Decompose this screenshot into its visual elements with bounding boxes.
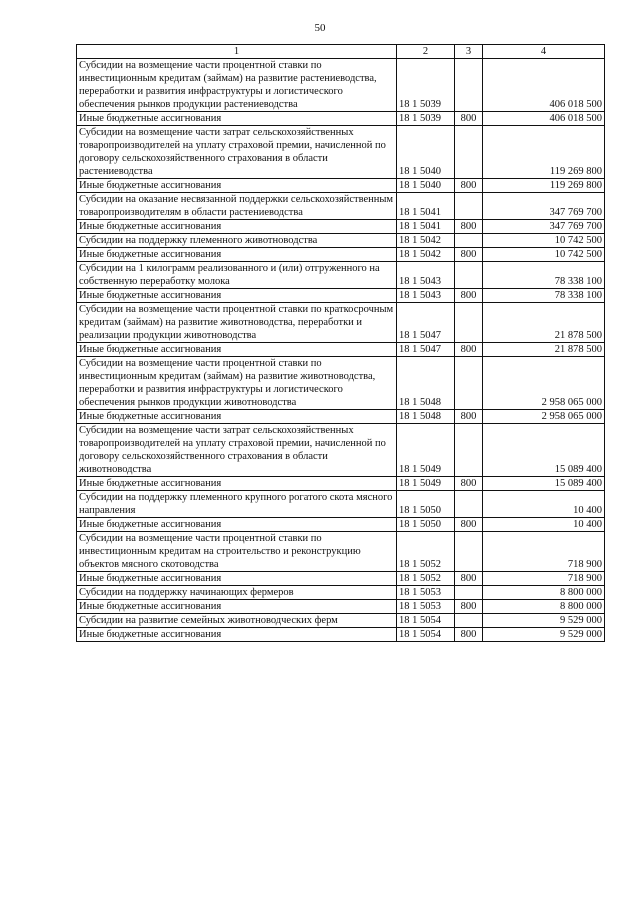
cell-code: 18 1 5053 xyxy=(397,586,455,600)
cell-name: Иные бюджетные ассигнования xyxy=(77,343,397,357)
cell-type: 800 xyxy=(455,572,483,586)
cell-code: 18 1 5049 xyxy=(397,424,455,477)
header-row xyxy=(77,45,605,59)
cell-amount: 119 269 800 xyxy=(483,179,605,193)
cell-name: Иные бюджетные ассигнования xyxy=(77,289,397,303)
cell-type: 800 xyxy=(455,112,483,126)
table-row xyxy=(77,59,605,112)
cell-amount: 10 742 500 xyxy=(483,234,605,248)
table-row xyxy=(77,303,605,343)
cell-code: 18 1 5043 xyxy=(397,289,455,303)
table-row xyxy=(77,343,605,357)
cell-type xyxy=(455,586,483,600)
cell-type xyxy=(455,262,483,289)
cell-code: 18 1 5039 xyxy=(397,59,455,112)
header-col-2: 2 xyxy=(397,45,455,59)
cell-amount: 406 018 500 xyxy=(483,112,605,126)
cell-type: 800 xyxy=(455,477,483,491)
table-row xyxy=(77,262,605,289)
header-col-4: 4 xyxy=(483,45,605,59)
cell-code: 18 1 5050 xyxy=(397,491,455,518)
cell-name: Субсидии на оказание несвязанной поддержки сельскохозяйственным товаропроизводителям в области растениеводства xyxy=(77,193,397,220)
cell-code: 18 1 5040 xyxy=(397,126,455,179)
cell-amount: 78 338 100 xyxy=(483,262,605,289)
cell-code: 18 1 5039 xyxy=(397,112,455,126)
cell-name: Субсидии на возмещение части процентной ставки по инвестиционным кредитам на строительство и реконструкцию объектов мясного скотоводства xyxy=(77,532,397,572)
table-row xyxy=(77,518,605,532)
cell-amount: 78 338 100 xyxy=(483,289,605,303)
cell-type: 800 xyxy=(455,179,483,193)
cell-name: Субсидии на поддержку племенного крупного рогатого скота мясного направления xyxy=(77,491,397,518)
table-row xyxy=(77,424,605,477)
cell-name: Субсидии на 1 килограмм реализованного и (или) отгруженного на собственную переработку молока xyxy=(77,262,397,289)
cell-type xyxy=(455,614,483,628)
table-row xyxy=(77,248,605,262)
cell-amount: 10 742 500 xyxy=(483,248,605,262)
cell-amount: 347 769 700 xyxy=(483,220,605,234)
cell-type xyxy=(455,532,483,572)
cell-amount: 9 529 000 xyxy=(483,628,605,642)
table-row xyxy=(77,586,605,600)
cell-type: 800 xyxy=(455,600,483,614)
cell-type: 800 xyxy=(455,220,483,234)
header-col-1: 1 xyxy=(77,45,397,59)
table-row xyxy=(77,410,605,424)
cell-type: 800 xyxy=(455,289,483,303)
header-col-3: 3 xyxy=(455,45,483,59)
cell-code: 18 1 5049 xyxy=(397,477,455,491)
cell-type xyxy=(455,59,483,112)
cell-name: Иные бюджетные ассигнования xyxy=(77,220,397,234)
cell-amount: 718 900 xyxy=(483,532,605,572)
cell-name: Субсидии на возмещение части затрат сельскохозяйственных товаропроизводителей на уплату страховой премии, начисленной по договору сельскохозяйственного страхования в области животноводства xyxy=(77,424,397,477)
cell-code: 18 1 5054 xyxy=(397,628,455,642)
table-row xyxy=(77,179,605,193)
cell-amount: 10 400 xyxy=(483,491,605,518)
cell-amount: 9 529 000 xyxy=(483,614,605,628)
table-row xyxy=(77,193,605,220)
cell-name: Иные бюджетные ассигнования xyxy=(77,179,397,193)
table-row xyxy=(77,572,605,586)
cell-type xyxy=(455,234,483,248)
cell-code: 18 1 5048 xyxy=(397,357,455,410)
cell-name: Субсидии на поддержку племенного животноводства xyxy=(77,234,397,248)
cell-name: Субсидии на возмещение части процентной ставки по инвестиционным кредитам (займам) на развитие животноводства, переработки и развития инфраструктуры и логистического обеспечения рынков продукции животноводства xyxy=(77,357,397,410)
table-row xyxy=(77,112,605,126)
cell-amount: 8 800 000 xyxy=(483,586,605,600)
cell-amount: 406 018 500 xyxy=(483,59,605,112)
cell-amount: 2 958 065 000 xyxy=(483,357,605,410)
cell-type xyxy=(455,126,483,179)
cell-type xyxy=(455,357,483,410)
cell-type xyxy=(455,424,483,477)
cell-amount: 15 089 400 xyxy=(483,477,605,491)
table-row xyxy=(77,289,605,303)
table-row xyxy=(77,220,605,234)
cell-name: Иные бюджетные ассигнования xyxy=(77,572,397,586)
cell-name: Иные бюджетные ассигнования xyxy=(77,600,397,614)
cell-type: 800 xyxy=(455,628,483,642)
cell-code: 18 1 5041 xyxy=(397,193,455,220)
cell-amount: 21 878 500 xyxy=(483,303,605,343)
cell-type xyxy=(455,491,483,518)
cell-code: 18 1 5047 xyxy=(397,343,455,357)
cell-code: 18 1 5050 xyxy=(397,518,455,532)
cell-name: Иные бюджетные ассигнования xyxy=(77,518,397,532)
cell-amount: 10 400 xyxy=(483,518,605,532)
cell-code: 18 1 5047 xyxy=(397,303,455,343)
cell-name: Субсидии на поддержку начинающих фермеров xyxy=(77,586,397,600)
cell-name: Субсидии на развитие семейных животноводческих ферм xyxy=(77,614,397,628)
cell-name: Субсидии на возмещение части процентной ставки по инвестиционным кредитам (займам) на развитие растениеводства, переработки и развития инфраструктуры и логистического обеспечения рынков продукции растениеводства xyxy=(77,59,397,112)
table-row xyxy=(77,614,605,628)
cell-amount: 119 269 800 xyxy=(483,126,605,179)
cell-amount: 718 900 xyxy=(483,572,605,586)
cell-code: 18 1 5048 xyxy=(397,410,455,424)
table-row xyxy=(77,628,605,642)
cell-code: 18 1 5042 xyxy=(397,248,455,262)
table-row xyxy=(77,600,605,614)
cell-type: 800 xyxy=(455,343,483,357)
cell-code: 18 1 5043 xyxy=(397,262,455,289)
cell-type: 800 xyxy=(455,248,483,262)
budget-table xyxy=(76,44,605,642)
cell-code: 18 1 5052 xyxy=(397,572,455,586)
cell-name: Иные бюджетные ассигнования xyxy=(77,477,397,491)
cell-name: Иные бюджетные ассигнования xyxy=(77,248,397,262)
cell-name: Субсидии на возмещение части процентной ставки по краткосрочным кредитам (займам) на развитие животноводства, переработки и реализации продукции животноводства xyxy=(77,303,397,343)
cell-amount: 15 089 400 xyxy=(483,424,605,477)
cell-type xyxy=(455,193,483,220)
table-row xyxy=(77,491,605,518)
table-row xyxy=(77,234,605,248)
cell-amount: 8 800 000 xyxy=(483,600,605,614)
cell-code: 18 1 5054 xyxy=(397,614,455,628)
cell-code: 18 1 5052 xyxy=(397,532,455,572)
cell-type xyxy=(455,303,483,343)
table-row xyxy=(77,357,605,410)
cell-name: Иные бюджетные ассигнования xyxy=(77,112,397,126)
cell-code: 18 1 5042 xyxy=(397,234,455,248)
cell-name: Иные бюджетные ассигнования xyxy=(77,410,397,424)
cell-code: 18 1 5041 xyxy=(397,220,455,234)
cell-amount: 2 958 065 000 xyxy=(483,410,605,424)
cell-amount: 347 769 700 xyxy=(483,193,605,220)
cell-type: 800 xyxy=(455,410,483,424)
table-row xyxy=(77,126,605,179)
cell-name: Иные бюджетные ассигнования xyxy=(77,628,397,642)
cell-type: 800 xyxy=(455,518,483,532)
table-row xyxy=(77,477,605,491)
cell-code: 18 1 5053 xyxy=(397,600,455,614)
table-row xyxy=(77,532,605,572)
cell-code: 18 1 5040 xyxy=(397,179,455,193)
page-number: 50 xyxy=(314,22,326,34)
cell-amount: 21 878 500 xyxy=(483,343,605,357)
cell-name: Субсидии на возмещение части затрат сельскохозяйственных товаропроизводителей на уплату страховой премии, начисленной по договору сельскохозяйственного страхования в области растениеводства xyxy=(77,126,397,179)
